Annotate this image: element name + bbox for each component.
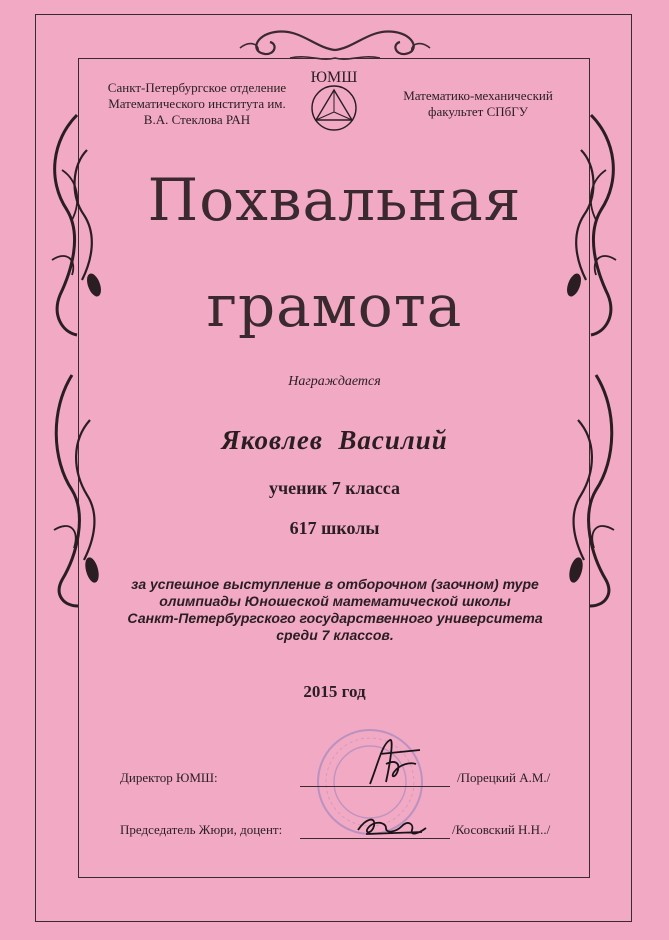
reason-line: олимпиады Юношеской математической школы [159, 593, 511, 609]
left-institution [92, 80, 302, 128]
svg-text:ЮМШ: ЮМШ [310, 69, 358, 86]
grade: ученик 7 класса [269, 478, 400, 498]
award-year: 2015 год [303, 682, 366, 701]
right-institution-line: Математико-механический [403, 88, 553, 103]
top-ornament [220, 18, 450, 68]
left-institution-line: Санкт-Петербургское отделение [107, 80, 287, 95]
left-institution-line: Математического института им. [108, 96, 286, 111]
school-logo [298, 64, 370, 134]
director-signature [360, 734, 430, 790]
reason-line: за успешное выступление в отборочном (заочном) туре [131, 576, 539, 592]
awarded-label: Награждается [288, 374, 381, 389]
director-label: Директор ЮМШ: [120, 770, 218, 785]
director-name: /Порецкий А.М./ [457, 770, 551, 785]
award-reason [110, 576, 560, 644]
jury-chair-label: Председатель Жюри, доцент: [120, 822, 283, 837]
recipient-name: Яковлев Василий [221, 425, 448, 455]
left-institution-line: В.А. Стеклова РАН [143, 112, 251, 127]
jury-chair-signature [352, 808, 432, 842]
jury-chair-name: /Косовский Н.Н../ [452, 822, 551, 837]
reason-line: среди 7 классов. [276, 627, 394, 643]
title-line-1: Похвальная [147, 166, 522, 234]
title-line-2: грамота [206, 272, 463, 340]
right-institution-line: факультет СПбГУ [428, 104, 528, 119]
right-institution [378, 88, 578, 120]
reason-line: Санкт-Петербургского государственного университета [127, 610, 543, 626]
school: 617 школы [289, 518, 380, 538]
